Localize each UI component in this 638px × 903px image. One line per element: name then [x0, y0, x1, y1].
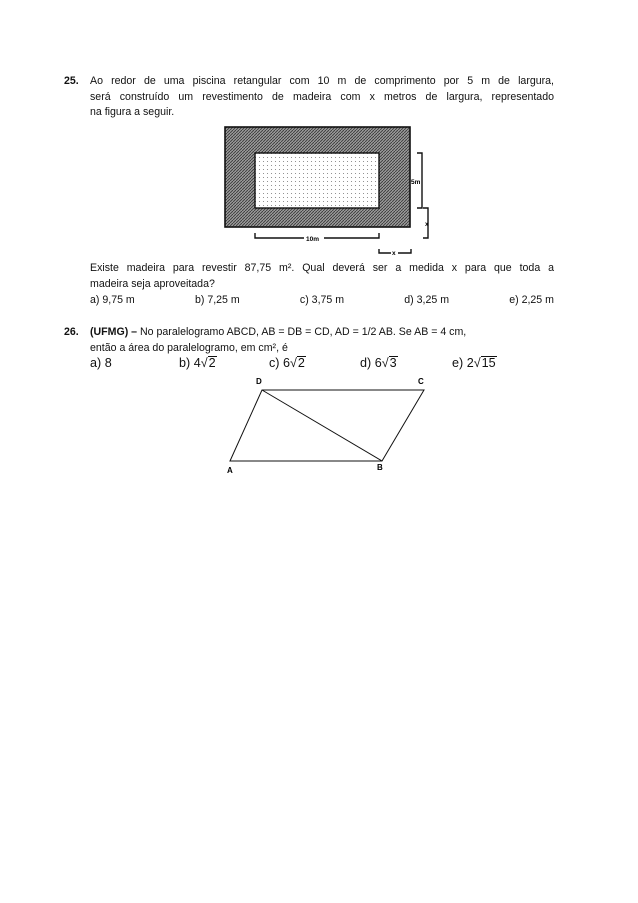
parallelogram-shape [230, 390, 424, 461]
option-b[interactable]: b) 7,25 m [194, 294, 240, 306]
question-statement [90, 74, 554, 121]
question-source: (UFMG) – [90, 326, 138, 338]
statement-line: na figura a seguir. [90, 106, 175, 118]
option-a[interactable]: a) 8 [90, 356, 112, 370]
option-e[interactable]: e) 2,25 m [509, 294, 554, 306]
sqrt-icon: √ [381, 356, 389, 370]
prompt-line: madeira seja aproveitada? [90, 277, 215, 290]
sqrt-icon: √ [290, 356, 297, 370]
option-a[interactable]: a) 9,75 m [90, 294, 135, 306]
sqrt-icon: √ [200, 356, 208, 370]
vertex-a-label: A [227, 466, 233, 475]
statement-line: então a área do paralelogramo, em cm², é [90, 341, 288, 354]
statement-line: será construído um revestimento de madeira com x metros de largura, representado [90, 90, 554, 103]
option-c[interactable]: c) 6√2 [269, 356, 305, 370]
option-c[interactable]: c) 3,75 m [299, 294, 345, 306]
question-number: 26. [64, 326, 79, 338]
question-number: 25. [64, 75, 79, 87]
label-x-bottom: x [392, 250, 396, 257]
question-25-options [90, 293, 554, 309]
option-d[interactable]: d) 3,25 m [404, 294, 450, 306]
vertex-d-label: D [256, 377, 262, 386]
question-statement [90, 325, 554, 356]
prompt-line: Existe madeira para revestir 87,75 m². Qual deverá ser a medida x para que toda a [90, 262, 554, 274]
pool-figure [218, 124, 438, 258]
option-d[interactable]: d) 6√3 [360, 356, 397, 370]
statement-line: Ao redor de uma piscina retangular com 10 m de comprimento por 5 m de largura, [90, 75, 554, 87]
statement-text: No paralelogramo ABCD, AB = DB = CD, AD = 1/2 AB. Se AB = 4 cm, [137, 326, 467, 338]
diagonal-db [262, 390, 382, 461]
label-x-right: x [425, 221, 429, 228]
vertex-c-label: C [418, 377, 424, 386]
option-e[interactable]: e) 2√15 [452, 356, 496, 370]
option-b[interactable]: b) 4√2 [179, 356, 216, 370]
vertex-b-label: B [377, 463, 383, 472]
parallelogram-figure [222, 372, 442, 482]
label-10m: 10m [306, 236, 320, 243]
sqrt-icon: √ [473, 356, 481, 370]
pool-area [255, 153, 379, 208]
label-5m: 5m [411, 179, 421, 186]
